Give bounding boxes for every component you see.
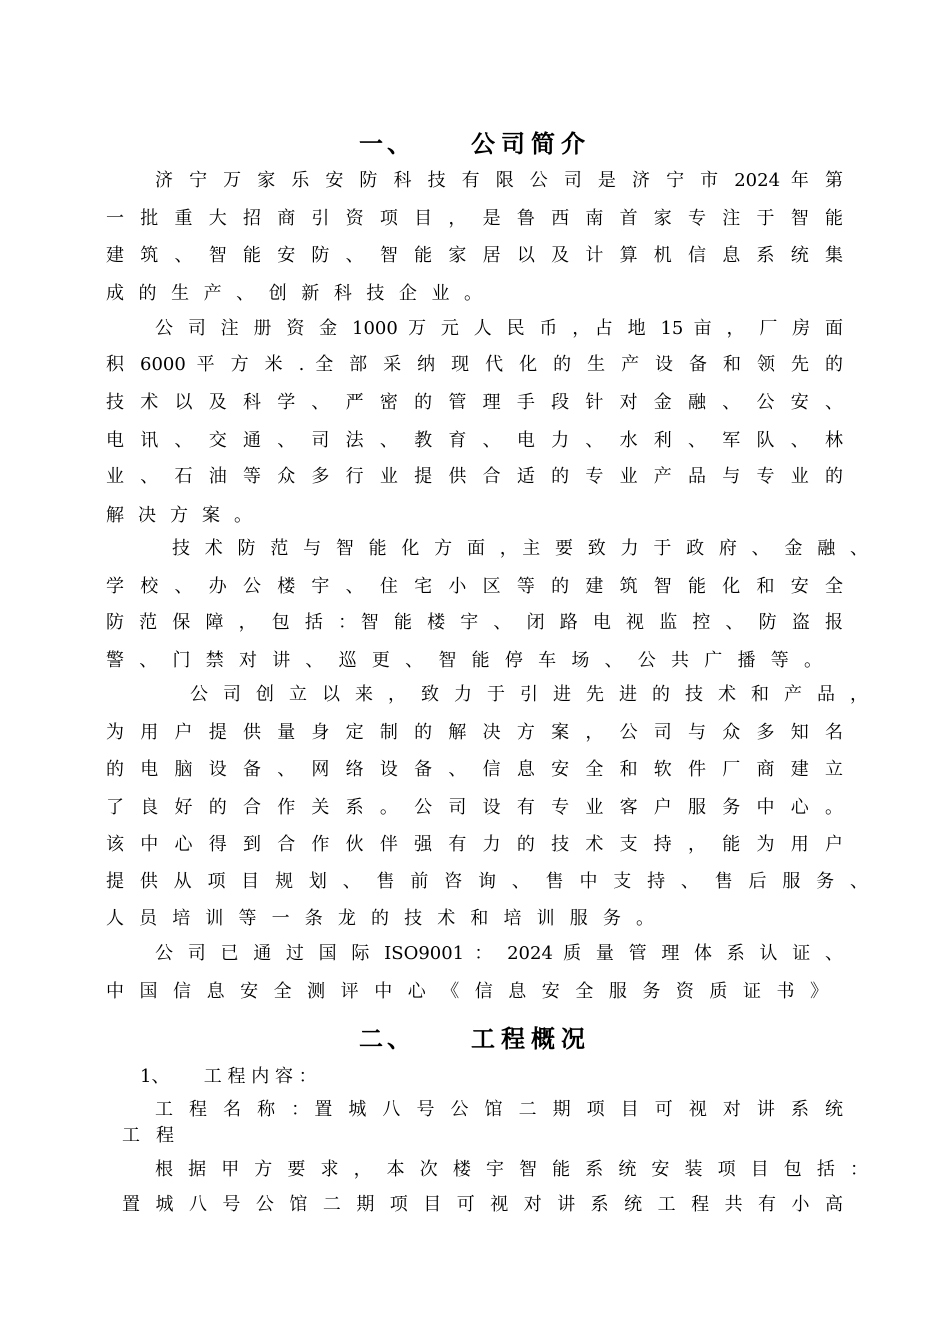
text-line: 公 司 注 册 资 金 1000 万 元 人 民 币 ，占 地 15 亩 ， 厂 房 面: [155, 318, 843, 339]
text-line: 中 国 信 息 安 全 测 评 中 心 《 信 息 安 全 服 务 资 质 证 书 》: [106, 981, 828, 1002]
text-line: 提 供 从 项 目 规 划 、 售 前 咨 询 、 售 中 支 持 、 售 后 服 务 、: [106, 871, 868, 892]
text-line: 警 、 门 禁 对 讲 、 巡 更 、 智 能 停 车 场 、 公 共 广 播 等 。: [106, 650, 822, 671]
section-2-number: 二、: [359, 1025, 415, 1053]
text-line: 济 宁 万 家 乐 安 防 科 技 有 限 公 司 是 济 宁 市 2024 年 第: [155, 170, 843, 191]
text-line: 一 批 重 大 招 商 引 资 项 目 ， 是 鲁 西 南 首 家 专 注 于 智 能: [106, 208, 843, 229]
text-line: 工 程 名 称 ：置 城 八 号 公 馆 二 期 项 目 可 视 对 讲 系 统: [155, 1099, 843, 1120]
section-2-title: 工程概况: [471, 1025, 591, 1053]
text-line: 成 的 生 产 、 创 新 科 技 企 业 。: [106, 283, 482, 304]
text-line: 置 城 八 号 公 馆 二 期 项 目 可 视 对 讲 系 统 工 程 共 有 小 高: [122, 1194, 843, 1215]
text-line: 1、 工 程 内 容 ：: [140, 1066, 317, 1087]
section-1-title: 公司简介: [471, 130, 591, 158]
text-line: 学 校 、 办 公 楼 宇 、 住 宅 小 区 等 的 建 筑 智 能 化 和 安 全: [106, 576, 843, 597]
section-2-heading: [0, 1022, 950, 1056]
text-line: 工 程: [122, 1125, 174, 1146]
section-1-number: 一、: [359, 130, 415, 158]
text-line: 电 讯 、 交 通 、 司 法 、 教 育 、 电 力 、 水 利 、 军 队 、 林: [106, 430, 843, 451]
text-line: 该 中 心 得 到 合 作 伙 伴 强 有 力 的 技 术 支 持 ， 能 为 用 户: [106, 834, 843, 855]
text-line: 了 良 好 的 合 作 关 系 。 公 司 设 有 专 业 客 户 服 务 中 心 。: [106, 797, 843, 818]
text-line: 公 司 创 立 以 来 ， 致 力 于 引 进 先 进 的 技 术 和 产 品 ，: [190, 684, 868, 705]
text-line: 解 决 方 案 。: [106, 505, 252, 526]
text-line: 人 员 培 训 等 一 条 龙 的 技 术 和 培 训 服 务 。: [106, 908, 654, 929]
text-line: 建 筑 、 智 能 安 防 、 智 能 家 居 以 及 计 算 机 信 息 系 统 集: [106, 245, 843, 266]
text-line: 业 、 石 油 等 众 多 行 业 提 供 合 适 的 专 业 产 品 与 专 业 的: [106, 466, 843, 487]
text-line: 公 司 已 通 过 国 际 ISO9001 ： 2024 质 量 管 理 体 系 认 证 、: [155, 943, 843, 964]
text-line: 为 用 户 提 供 量 身 定 制 的 解 决 方 案 ， 公 司 与 众 多 知 名: [106, 722, 843, 743]
section-1-heading: [0, 127, 950, 161]
text-line: 技 术 防 范 与 智 能 化 方 面 ，主 要 致 力 于 政 府 、 金 融 、: [172, 538, 868, 559]
text-line: 根 据 甲 方 要 求 ， 本 次 楼 宇 智 能 系 统 安 装 项 目 包 括 ：: [155, 1159, 868, 1180]
text-line: 技 术 以 及 科 学 、 严 密 的 管 理 手 段 针 对 金 融 、 公 安 、: [106, 392, 843, 413]
text-line: 防 范 保 障 ， 包 括 ：智 能 楼 宇 、 闭 路 电 视 监 控 、 防 盗 报: [106, 612, 843, 633]
text-line: 的 电 脑 设 备 、 网 络 设 备 、 信 息 安 全 和 软 件 厂 商 建 立: [106, 759, 843, 780]
text-line: 积 6000 平 方 米 . 全 部 采 纳 现 代 化 的 生 产 设 备 和 领 先 的: [106, 354, 843, 375]
